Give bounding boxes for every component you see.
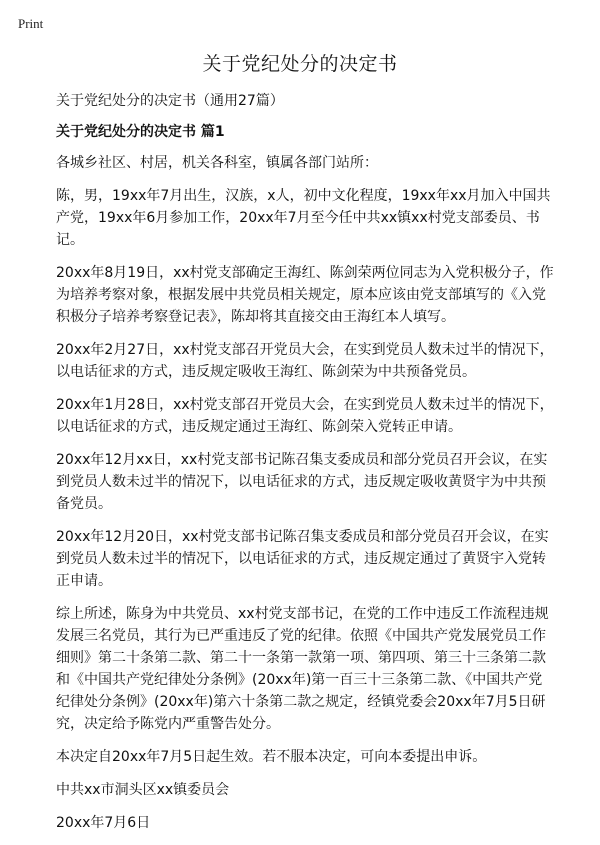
- signature-organization: 中共xx市洞头区xx镇委员会: [56, 782, 230, 798]
- signature-date: 20xx年7月6日: [56, 815, 151, 831]
- paragraph-profile: 陈，男，19xx年7月出生，汉族，x人，初中文化程度，19xx年xx月加入中国共产党，19xx年6月参加工作，20xx年7月至今任中共xx镇xx村党支部委员、书记。: [56, 188, 551, 248]
- paragraph-event-3: 20xx年1月28日，xx村党支部召开党员大会，在实到党员人数未过半的情况下，以电话征求的方式，违反规定通过王海红、陈剑荣入党转正申请。: [56, 397, 554, 435]
- paragraph-event-2: 20xx年2月27日，xx村党支部召开党员大会，在实到党员人数未过半的情况下，以电话征求的方式，违反规定吸收王海红、陈剑荣为中共预备党员。: [56, 342, 554, 380]
- section-heading: 关于党纪处分的决定书 篇1: [56, 124, 225, 140]
- paragraph-salutation: 各城乡社区、村居，机关各科室，镇属各部门站所：: [56, 155, 378, 171]
- paragraph-event-1: 20xx年8月19日，xx村党支部确定王海红、陈剑荣两位同志为入党积极分子，作为培养考察对象，根据发展中共党员相关规定，原本应该由党支部填写的《入党积极分子培养考察登记表》，陈却将其直接交由王海红本人填写。: [56, 265, 554, 325]
- print-link[interactable]: Print: [18, 16, 44, 31]
- paragraph-effective: 本决定自20xx年7月5日起生效。若不服本决定，可向本委提出申诉。: [56, 749, 487, 765]
- paragraph-conclusion: 综上所述，陈身为中共党员、xx村党支部书记，在党的工作中违反工作流程违规发展三名党员，其行为已严重违反了党的纪律。依照《中国共产党发展党员工作细则》第二十条第二款、第二十一条第一款第一项、第四项、第三十三条第二款和《中国共产党纪律处分条例》(20xx年)第一百三十三条第二款、《中国共产党纪律处分条例》(20xx年)第六十条第二款之规定，经镇党委会20xx年7月5日研究，决定给予陈党内严重警告处分。: [56, 606, 549, 732]
- page-title: 关于党纪处分的决定书: [202, 53, 398, 75]
- paragraph-event-5: 20xx年12月20日，xx村党支部书记陈召集支委成员和部分党员召开会议，在实到党员人数未过半的情况下，以电话征求的方式，违反规定通过了黄贤宇入党转正申请。: [56, 529, 549, 589]
- paragraph-event-4: 20xx年12月xx日，xx村党支部书记陈召集支委成员和部分党员召开会议，在实到党员人数未过半的情况下，以电话征求的方式，违反规定吸收黄贤宇为中共预备党员。: [56, 452, 548, 512]
- document-body: [56, 90, 556, 845]
- document-subtitle: 关于党纪处分的决定书（通用27篇）: [56, 93, 284, 109]
